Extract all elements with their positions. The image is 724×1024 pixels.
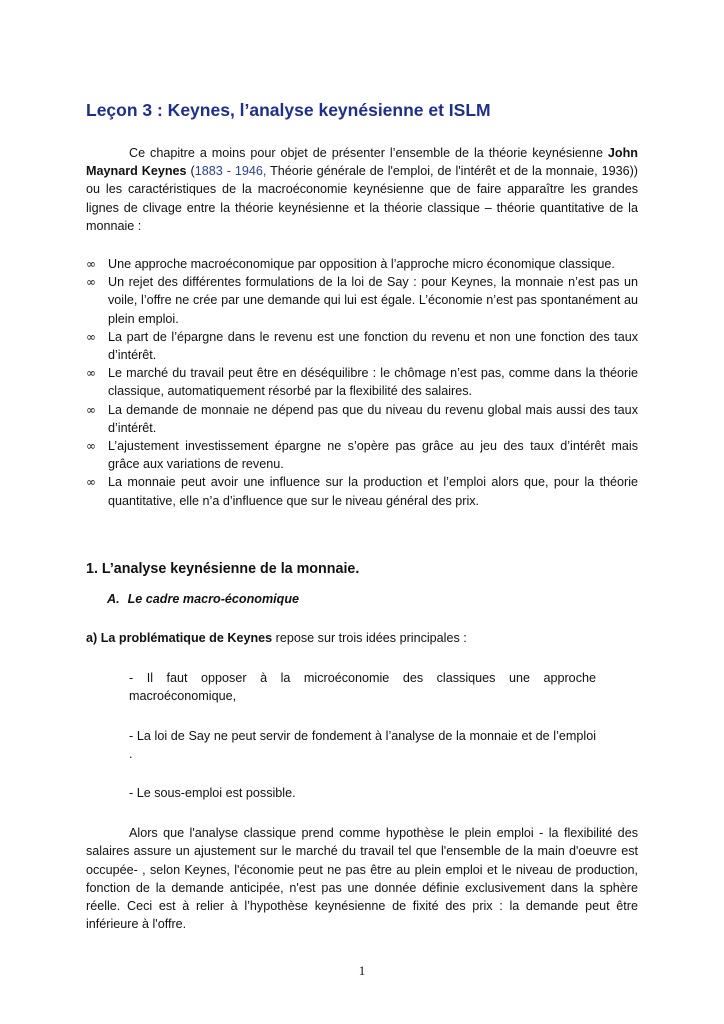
list-item-text: Un rejet des différentes formulations de la loi de Say : pour Keynes, la monnaie n’est pas un voile, l’offre ne crée par une demande qui lui est égale. L’économie n’est pas spontanément au plein emploi.	[108, 275, 638, 326]
section-heading: 1. L’analyse keynésienne de la monnaie.	[86, 560, 360, 577]
author-dates: 1883 - 1946,	[194, 164, 267, 179]
list-item	[86, 273, 638, 328]
list-item	[86, 401, 638, 437]
idea-item: - Il faut opposer à la microéconomie des classiques une approche macroéconomique,	[129, 671, 596, 704]
subsection-letter: A.	[107, 591, 120, 606]
lesson-title: Leçon 3 : Keynes, l’analyse keynésienne et ISLM	[86, 100, 491, 120]
list-item	[86, 364, 638, 400]
closing-paragraph: Alors que l'analyse classique prend comme hypothèse le plein emploi - la flexibilité des salaires assure un ajustement sur le marché du travail tel que l'ensemble de la main d'oeuvre est occupée- , selon Keynes, l'économie peut ne pas être au plein emploi et le niveau de production, fonction de la demande anticipée, n'est pas une donnée définie exclusivement dans la sphère réelle. Ceci est à relier à l’hypothèse keynésienne de fixité des prix : la demande peut être inférieure à l'offre.	[86, 826, 638, 932]
intro-text-3: Théorie générale de l'emploi, de l'intérêt et de la monnaie, 1936)) ou les caractéristiques de la macroéconomie keynésienne que de faire apparaître les grandes lignes de clivage entre la théorie keynésienne et la théorie classique – théorie quantitative de la monnaie :	[86, 164, 638, 233]
list-item	[86, 437, 638, 473]
subsection-title: Le cadre macro-économique	[127, 591, 300, 606]
idea-item: - Le sous-emploi est possible.	[129, 786, 296, 801]
infinity-bullet-icon: ∞	[86, 257, 96, 272]
list-item	[86, 328, 638, 364]
author-name: John Maynard Keynes	[86, 146, 638, 179]
page-number: 1	[358, 963, 366, 978]
infinity-bullet-icon: ∞	[86, 329, 96, 344]
infinity-bullet-icon: ∞	[86, 402, 96, 417]
list-item-text: La part de l’épargne dans le revenu est une fonction du revenu et non une fonction des taux d’intérêt.	[108, 329, 638, 363]
problem-statement	[86, 629, 638, 647]
idea-item: - La loi de Say ne peut servir de fondement à l’analyse de la monnaie et de l’emploi .	[129, 728, 596, 761]
list-item	[86, 255, 638, 273]
intro-text-1: Ce chapitre a moins pour objet de présenter l’ensemble de la théorie keynésienne	[129, 146, 608, 160]
list-item-text: La demande de monnaie ne dépend pas que du niveau du revenu global mais aussi des taux d’intérêt.	[108, 402, 638, 435]
infinity-bullet-icon: ∞	[86, 275, 96, 290]
infinity-bullet-icon: ∞	[86, 475, 96, 490]
subsection-heading	[107, 590, 638, 608]
intro-text-2: (	[186, 164, 195, 179]
list-item-text: La monnaie peut avoir une influence sur la production et l’emploi alors que, pour la théorie quantitative, elle n’a d’influence que sur le niveau général des prix.	[108, 475, 638, 508]
list-item-text: Une approche macroéconomique par opposition à l’approche micro économique classique.	[108, 257, 615, 272]
problem-rest: repose sur trois idées principales :	[272, 631, 467, 646]
problem-lead: a) La problématique de Keynes	[86, 631, 273, 646]
infinity-bullet-icon: ∞	[86, 439, 96, 454]
list-item-text: Le marché du travail peut être en déséquilibre : le chômage n’est pas, comme dans la théorie classique, automatiquement résorbé par la flexibilité des salaires.	[108, 366, 638, 399]
list-item	[86, 473, 638, 509]
intro-paragraph	[86, 144, 638, 235]
bullet-list	[86, 255, 638, 510]
infinity-bullet-icon: ∞	[86, 366, 96, 381]
list-item-text: L’ajustement investissement épargne ne s’opère pas grâce au jeu des taux d’intérêt mais grâce aux variations de revenu.	[108, 439, 638, 472]
